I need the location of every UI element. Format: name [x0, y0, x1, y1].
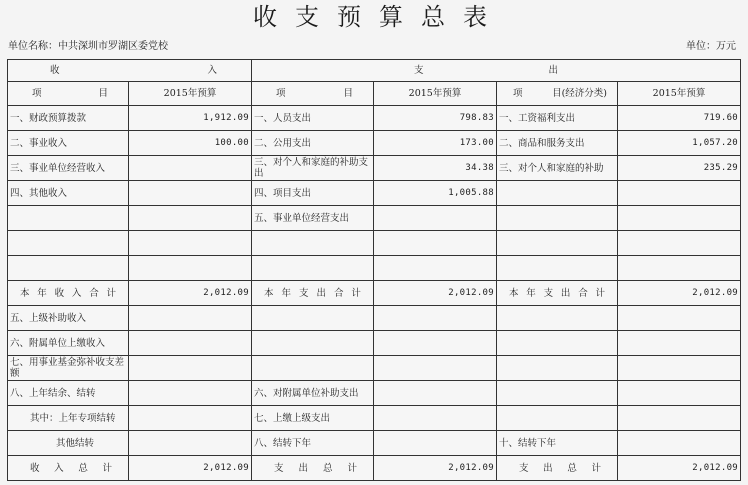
income-value: [129, 206, 252, 231]
econ-value: 1,057.20: [618, 131, 741, 156]
econ-budget-header: 2015年预算: [618, 82, 741, 106]
label-char: 计: [106, 287, 116, 299]
expense-value: [374, 256, 497, 281]
econ-item: [497, 256, 618, 281]
expense-item: [252, 331, 374, 356]
label-char: 总: [78, 462, 88, 474]
unit-name: 单位名称：中共深圳市罗湖区委党校: [8, 41, 168, 52]
econ-item: [497, 181, 618, 206]
label-char: 本: [264, 287, 274, 299]
label-char: 合: [333, 287, 344, 299]
econ-value: [618, 231, 741, 256]
income-value: [129, 256, 252, 281]
income-value: [129, 156, 252, 181]
expense-item: [252, 256, 374, 281]
econ-value: [618, 356, 741, 381]
income-value: [129, 306, 252, 331]
econ-value: 719.60: [618, 106, 741, 131]
expense-value: [374, 406, 497, 431]
econ-value: 235.29: [618, 156, 741, 181]
table-row: [8, 206, 741, 231]
header-row-sub: [8, 82, 741, 106]
expense-value: [374, 231, 497, 256]
income-item: 一、财政预算拨款: [8, 106, 129, 131]
expense-subtotal-value: 2,012.09: [374, 281, 497, 306]
income-item: 六、附属单位上缴收入: [8, 331, 129, 356]
label-char: 入: [54, 462, 64, 474]
budget-table: [7, 59, 741, 481]
econ-value: [618, 431, 741, 456]
econ-item: [497, 206, 618, 231]
table-row: [8, 131, 741, 156]
econ-item: [497, 331, 618, 356]
econ-item: [497, 231, 618, 256]
income-value: 1,912.09: [129, 106, 252, 131]
expense-item: 四、项目支出: [252, 181, 374, 206]
econ-value: [618, 181, 741, 206]
econ-value: [618, 331, 741, 356]
label-char: 计: [351, 287, 361, 299]
label-char: 收: [30, 462, 40, 474]
label-char: 出: [298, 462, 308, 474]
income-value: [129, 431, 252, 456]
label-char: 支: [274, 462, 284, 474]
expense-item: 七、上缴上级支出: [252, 406, 374, 431]
econ-item: [497, 381, 618, 406]
table-row: [8, 331, 741, 356]
income-total-value: 2,012.09: [129, 456, 252, 481]
label-char: 年: [281, 287, 291, 299]
label-char: 出: [543, 462, 553, 474]
income-value: [129, 381, 252, 406]
expense-value: [374, 206, 497, 231]
expense-value: [374, 331, 497, 356]
label-char: 本: [20, 287, 30, 299]
expense-subtotal-label: [252, 281, 374, 306]
econ-item: 十、结转下年: [497, 431, 618, 456]
expense-total-label: [252, 456, 374, 481]
income-value: 100.00: [129, 131, 252, 156]
label-char: 支: [298, 287, 309, 299]
page-title: 收支预算总表: [253, 3, 505, 31]
label-char: 合: [578, 287, 588, 299]
total-row: [8, 456, 741, 481]
income-item: 三、事业单位经营收入: [8, 156, 129, 181]
table-row: [8, 406, 741, 431]
income-value: [129, 181, 252, 206]
expense-value: [374, 431, 497, 456]
income-item: 二、事业收入: [8, 131, 129, 156]
income-item: 其中：上年专项结转: [8, 406, 129, 431]
expense-header: 支 出: [252, 60, 741, 82]
table-row: [8, 181, 741, 206]
expense-value: 798.83: [374, 106, 497, 131]
econ-value: [618, 406, 741, 431]
table-row: [8, 356, 741, 381]
expense-value: 1,005.88: [374, 181, 497, 206]
income-item: 五、上级补助收入: [8, 306, 129, 331]
expense-budget-header: 2015年预算: [374, 82, 497, 106]
income-budget-header: 2015年预算: [129, 82, 252, 106]
income-subtotal-label: [8, 281, 129, 306]
label-char: 计: [347, 462, 357, 474]
label-char: 支: [543, 287, 554, 299]
expense-item: 二、公用支出: [252, 131, 374, 156]
label-char: 计: [102, 462, 112, 474]
income-item: 八、上年结余、结转: [8, 381, 129, 406]
subtotal-row: [8, 281, 741, 306]
expense-value: [374, 381, 497, 406]
income-value: [129, 406, 252, 431]
econ-subtotal-label: [497, 281, 618, 306]
econ-value: [618, 206, 741, 231]
label-char: 年: [37, 287, 47, 299]
income-subtotal-value: 2,012.09: [129, 281, 252, 306]
expense-item: 一、人员支出: [252, 106, 374, 131]
label-char: 出: [560, 287, 571, 299]
income-total-label: [8, 456, 129, 481]
econ-item: [497, 406, 618, 431]
unit-label: 单位：万元: [686, 41, 736, 52]
expense-value: 173.00: [374, 131, 497, 156]
econ-subtotal-value: 2,012.09: [618, 281, 741, 306]
expense-total-value: 2,012.09: [374, 456, 497, 481]
expense-value: [374, 306, 497, 331]
label-char: 总: [322, 462, 333, 474]
expense-item: [252, 231, 374, 256]
label-char: 年: [526, 287, 536, 299]
expense-item: 五、事业单位经营支出: [252, 206, 374, 231]
label-char: 本: [509, 287, 519, 299]
econ-item: [497, 306, 618, 331]
income-item: [8, 231, 129, 256]
table-row: [8, 231, 741, 256]
econ-item: [497, 356, 618, 381]
expense-item: 八、结转下年: [252, 431, 374, 456]
income-item: [8, 256, 129, 281]
econ-total-value: 2,012.09: [618, 456, 741, 481]
table-row: [8, 256, 741, 281]
label-char: 合: [89, 287, 99, 299]
expense-value: [374, 356, 497, 381]
income-item: [8, 206, 129, 231]
label-char: 支: [519, 462, 529, 474]
expense-value: 34.38: [374, 156, 497, 181]
econ-item: 二、商品和服务支出: [497, 131, 618, 156]
label-char: 收: [54, 287, 65, 299]
table-row: [8, 156, 741, 181]
table-row: [8, 381, 741, 406]
label-char: 计: [591, 462, 601, 474]
expense-item-header: 项 目: [252, 82, 374, 106]
econ-item-header: 项 目(经济分类): [497, 82, 618, 106]
label-char: 计: [595, 287, 605, 299]
income-value: [129, 356, 252, 381]
income-item: 七、用事业基金弥补收支差额: [8, 356, 129, 381]
income-item-header: 项 目: [8, 82, 129, 106]
label-char: 入: [71, 287, 82, 299]
expense-item: 六、对附属单位补助支出: [252, 381, 374, 406]
table-row: [8, 106, 741, 131]
label-char: 总: [567, 462, 577, 474]
income-item: 其他结转: [8, 431, 129, 456]
income-value: [129, 231, 252, 256]
econ-item: 三、对个人和家庭的补助: [497, 156, 618, 181]
header-row-main: [8, 60, 741, 82]
table-row: [8, 431, 741, 456]
expense-item: 三、对个人和家庭的补助支出: [252, 156, 374, 181]
table-row: [8, 306, 741, 331]
econ-item: 一、工资福利支出: [497, 106, 618, 131]
income-item: 四、其他收入: [8, 181, 129, 206]
econ-value: [618, 306, 741, 331]
expense-item: [252, 306, 374, 331]
income-header: 收 入: [8, 60, 252, 82]
income-value: [129, 331, 252, 356]
econ-value: [618, 381, 741, 406]
expense-item: [252, 356, 374, 381]
econ-value: [618, 256, 741, 281]
label-char: 出: [316, 287, 326, 299]
econ-total-label: [497, 456, 618, 481]
